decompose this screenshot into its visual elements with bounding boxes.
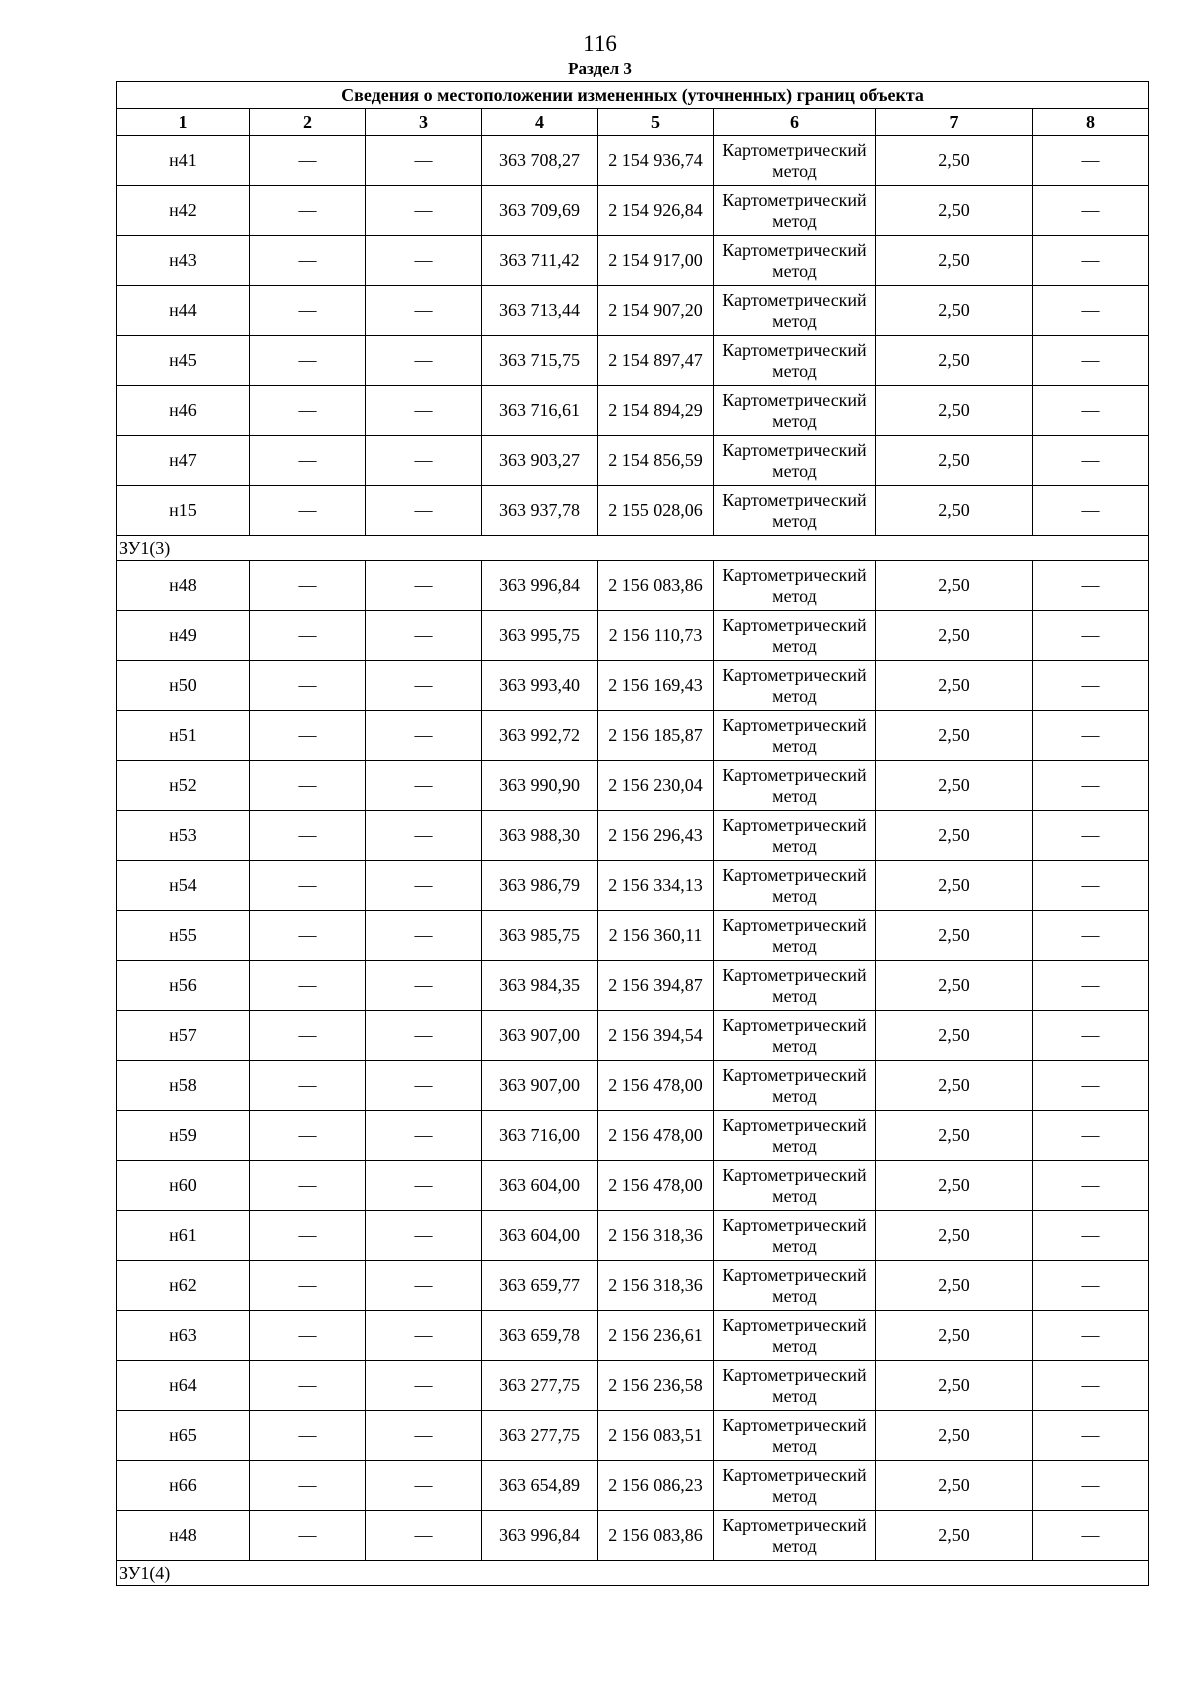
group-label-row bbox=[117, 1561, 1149, 1586]
column-header: 6 bbox=[714, 109, 876, 136]
coordinate-y: 2 156 478,00 bbox=[598, 1161, 714, 1211]
coordinate-y: 2 156 318,36 bbox=[598, 1261, 714, 1311]
method-description: Картометрический метод bbox=[714, 1361, 876, 1411]
accuracy-value: 2,50 bbox=[876, 1261, 1033, 1311]
point-name: н66 bbox=[117, 1461, 250, 1511]
column-2-value: — bbox=[250, 136, 366, 186]
coordinate-x: 363 984,35 bbox=[482, 961, 598, 1011]
column-3-value: — bbox=[366, 236, 482, 286]
group-label-row bbox=[117, 536, 1149, 561]
column-3-value: — bbox=[366, 761, 482, 811]
column-3-value: — bbox=[366, 1011, 482, 1061]
column-3-value: — bbox=[366, 1261, 482, 1311]
method-description: Картометрический метод bbox=[714, 961, 876, 1011]
column-3-value: — bbox=[366, 1061, 482, 1111]
column-header: 8 bbox=[1033, 109, 1149, 136]
point-name: н51 bbox=[117, 711, 250, 761]
group-label: ЗУ1(3) bbox=[117, 536, 1149, 561]
table-row bbox=[117, 961, 1149, 1011]
accuracy-value: 2,50 bbox=[876, 1511, 1033, 1561]
column-8-value: — bbox=[1033, 136, 1149, 186]
column-3-value: — bbox=[366, 136, 482, 186]
accuracy-value: 2,50 bbox=[876, 561, 1033, 611]
point-name: н61 bbox=[117, 1211, 250, 1261]
table-row bbox=[117, 811, 1149, 861]
column-3-value: — bbox=[366, 436, 482, 486]
table-row bbox=[117, 711, 1149, 761]
column-8-value: — bbox=[1033, 186, 1149, 236]
method-description: Картометрический метод bbox=[714, 186, 876, 236]
column-8-value: — bbox=[1033, 961, 1149, 1011]
coordinate-y: 2 156 169,43 bbox=[598, 661, 714, 711]
point-name: н56 bbox=[117, 961, 250, 1011]
table-row bbox=[117, 1111, 1149, 1161]
column-2-value: — bbox=[250, 1011, 366, 1061]
table-row bbox=[117, 911, 1149, 961]
point-name: н65 bbox=[117, 1411, 250, 1461]
column-2-value: — bbox=[250, 1461, 366, 1511]
column-2-value: — bbox=[250, 286, 366, 336]
table-row bbox=[117, 611, 1149, 661]
point-name: н58 bbox=[117, 1061, 250, 1111]
column-8-value: — bbox=[1033, 1461, 1149, 1511]
coordinate-x: 363 604,00 bbox=[482, 1161, 598, 1211]
method-description: Картометрический метод bbox=[714, 1011, 876, 1061]
column-2-value: — bbox=[250, 1211, 366, 1261]
column-3-value: — bbox=[366, 1111, 482, 1161]
accuracy-value: 2,50 bbox=[876, 811, 1033, 861]
coordinate-y: 2 156 083,86 bbox=[598, 561, 714, 611]
column-2-value: — bbox=[250, 336, 366, 386]
page-number: 116 bbox=[583, 31, 617, 56]
column-header: 7 bbox=[876, 109, 1033, 136]
accuracy-value: 2,50 bbox=[876, 186, 1033, 236]
coordinate-x: 363 937,78 bbox=[482, 486, 598, 536]
coordinate-y: 2 154 936,74 bbox=[598, 136, 714, 186]
point-name: н48 bbox=[117, 1511, 250, 1561]
column-8-value: — bbox=[1033, 711, 1149, 761]
column-2-value: — bbox=[250, 236, 366, 286]
coordinate-x: 363 277,75 bbox=[482, 1361, 598, 1411]
method-description: Картометрический метод bbox=[714, 861, 876, 911]
accuracy-value: 2,50 bbox=[876, 611, 1033, 661]
column-3-value: — bbox=[366, 711, 482, 761]
point-name: н45 bbox=[117, 336, 250, 386]
point-name: н52 bbox=[117, 761, 250, 811]
column-2-value: — bbox=[250, 1061, 366, 1111]
column-3-value: — bbox=[366, 911, 482, 961]
accuracy-value: 2,50 bbox=[876, 861, 1033, 911]
table-row bbox=[117, 1511, 1149, 1561]
method-description: Картометрический метод bbox=[714, 136, 876, 186]
method-description: Картометрический метод bbox=[714, 911, 876, 961]
table-row bbox=[117, 1011, 1149, 1061]
coordinate-y: 2 156 110,73 bbox=[598, 611, 714, 661]
coordinate-y: 2 156 083,51 bbox=[598, 1411, 714, 1461]
method-description: Картометрический метод bbox=[714, 1211, 876, 1261]
point-name: н53 bbox=[117, 811, 250, 861]
coordinate-x: 363 277,75 bbox=[482, 1411, 598, 1461]
column-8-value: — bbox=[1033, 1011, 1149, 1061]
column-2-value: — bbox=[250, 486, 366, 536]
method-description: Картометрический метод bbox=[714, 1411, 876, 1461]
column-2-value: — bbox=[250, 1161, 366, 1211]
column-header: 3 bbox=[366, 109, 482, 136]
column-8-value: — bbox=[1033, 861, 1149, 911]
table-row bbox=[117, 1311, 1149, 1361]
point-name: н60 bbox=[117, 1161, 250, 1211]
column-8-value: — bbox=[1033, 336, 1149, 386]
coordinate-x: 363 903,27 bbox=[482, 436, 598, 486]
table-row bbox=[117, 1261, 1149, 1311]
coordinate-x: 363 713,44 bbox=[482, 286, 598, 336]
column-8-value: — bbox=[1033, 911, 1149, 961]
coordinate-y: 2 156 083,86 bbox=[598, 1511, 714, 1561]
column-8-value: — bbox=[1033, 486, 1149, 536]
coordinate-x: 363 995,75 bbox=[482, 611, 598, 661]
accuracy-value: 2,50 bbox=[876, 136, 1033, 186]
point-name: н41 bbox=[117, 136, 250, 186]
point-name: н49 bbox=[117, 611, 250, 661]
method-description: Картометрический метод bbox=[714, 761, 876, 811]
method-description: Картометрический метод bbox=[714, 1311, 876, 1361]
coordinate-x: 363 716,61 bbox=[482, 386, 598, 436]
point-name: н59 bbox=[117, 1111, 250, 1161]
column-3-value: — bbox=[366, 561, 482, 611]
column-3-value: — bbox=[366, 486, 482, 536]
coordinate-x: 363 654,89 bbox=[482, 1461, 598, 1511]
coordinate-x: 363 988,30 bbox=[482, 811, 598, 861]
column-2-value: — bbox=[250, 561, 366, 611]
column-3-value: — bbox=[366, 1411, 482, 1461]
table-row bbox=[117, 661, 1149, 711]
coordinate-x: 363 659,78 bbox=[482, 1311, 598, 1361]
column-3-value: — bbox=[366, 336, 482, 386]
column-3-value: — bbox=[366, 1461, 482, 1511]
coordinate-y: 2 156 236,61 bbox=[598, 1311, 714, 1361]
point-name: н63 bbox=[117, 1311, 250, 1361]
table-row bbox=[117, 1061, 1149, 1111]
table-row bbox=[117, 486, 1149, 536]
column-8-value: — bbox=[1033, 1361, 1149, 1411]
column-3-value: — bbox=[366, 386, 482, 436]
column-2-value: — bbox=[250, 611, 366, 661]
coordinate-x: 363 990,90 bbox=[482, 761, 598, 811]
column-2-value: — bbox=[250, 1411, 366, 1461]
method-description: Картометрический метод bbox=[714, 1511, 876, 1561]
coordinate-x: 363 996,84 bbox=[482, 561, 598, 611]
table-row bbox=[117, 861, 1149, 911]
table-row bbox=[117, 761, 1149, 811]
column-8-value: — bbox=[1033, 1511, 1149, 1561]
method-description: Картометрический метод bbox=[714, 1261, 876, 1311]
table-caption-row bbox=[117, 82, 1149, 109]
column-8-value: — bbox=[1033, 386, 1149, 436]
table-row bbox=[117, 1211, 1149, 1261]
table-row bbox=[117, 1361, 1149, 1411]
point-name: н54 bbox=[117, 861, 250, 911]
method-description: Картометрический метод bbox=[714, 236, 876, 286]
coordinate-y: 2 154 926,84 bbox=[598, 186, 714, 236]
column-3-value: — bbox=[366, 961, 482, 1011]
coordinate-y: 2 156 230,04 bbox=[598, 761, 714, 811]
column-8-value: — bbox=[1033, 1411, 1149, 1461]
table-row bbox=[117, 1411, 1149, 1461]
column-header: 2 bbox=[250, 109, 366, 136]
column-2-value: — bbox=[250, 961, 366, 1011]
table-row bbox=[117, 286, 1149, 336]
column-2-value: — bbox=[250, 711, 366, 761]
column-3-value: — bbox=[366, 1161, 482, 1211]
column-2-value: — bbox=[250, 1261, 366, 1311]
coordinate-y: 2 156 318,36 bbox=[598, 1211, 714, 1261]
point-name: н46 bbox=[117, 386, 250, 436]
method-description: Картометрический метод bbox=[714, 561, 876, 611]
column-3-value: — bbox=[366, 1511, 482, 1561]
column-3-value: — bbox=[366, 811, 482, 861]
column-header: 1 bbox=[117, 109, 250, 136]
coordinate-y: 2 156 394,87 bbox=[598, 961, 714, 1011]
column-2-value: — bbox=[250, 1111, 366, 1161]
accuracy-value: 2,50 bbox=[876, 911, 1033, 961]
accuracy-value: 2,50 bbox=[876, 1411, 1033, 1461]
column-3-value: — bbox=[366, 861, 482, 911]
method-description: Картометрический метод bbox=[714, 1061, 876, 1111]
table-row bbox=[117, 236, 1149, 286]
column-8-value: — bbox=[1033, 661, 1149, 711]
accuracy-value: 2,50 bbox=[876, 1061, 1033, 1111]
coordinate-x: 363 716,00 bbox=[482, 1111, 598, 1161]
coordinate-x: 363 993,40 bbox=[482, 661, 598, 711]
point-name: н57 bbox=[117, 1011, 250, 1061]
column-2-value: — bbox=[250, 911, 366, 961]
table-caption: Сведения о местоположении измененных (уточненных) границ объекта bbox=[117, 82, 1149, 109]
coordinate-y: 2 156 236,58 bbox=[598, 1361, 714, 1411]
method-description: Картометрический метод bbox=[714, 711, 876, 761]
group-label: ЗУ1(4) bbox=[117, 1561, 1149, 1586]
accuracy-value: 2,50 bbox=[876, 761, 1033, 811]
column-8-value: — bbox=[1033, 811, 1149, 861]
column-2-value: — bbox=[250, 811, 366, 861]
column-8-value: — bbox=[1033, 1311, 1149, 1361]
table-row bbox=[117, 1461, 1149, 1511]
coordinate-y: 2 154 917,00 bbox=[598, 236, 714, 286]
coordinate-x: 363 604,00 bbox=[482, 1211, 598, 1261]
column-header: 5 bbox=[598, 109, 714, 136]
point-name: н47 bbox=[117, 436, 250, 486]
accuracy-value: 2,50 bbox=[876, 1461, 1033, 1511]
column-2-value: — bbox=[250, 186, 366, 236]
point-name: н48 bbox=[117, 561, 250, 611]
table-row bbox=[117, 386, 1149, 436]
accuracy-value: 2,50 bbox=[876, 386, 1033, 436]
method-description: Картометрический метод bbox=[714, 1461, 876, 1511]
method-description: Картометрический метод bbox=[714, 336, 876, 386]
coordinate-x: 363 986,79 bbox=[482, 861, 598, 911]
column-2-value: — bbox=[250, 436, 366, 486]
column-8-value: — bbox=[1033, 286, 1149, 336]
accuracy-value: 2,50 bbox=[876, 1011, 1033, 1061]
method-description: Картометрический метод bbox=[714, 811, 876, 861]
column-8-value: — bbox=[1033, 436, 1149, 486]
column-8-value: — bbox=[1033, 1211, 1149, 1261]
coordinate-y: 2 154 897,47 bbox=[598, 336, 714, 386]
table-row bbox=[117, 1161, 1149, 1211]
accuracy-value: 2,50 bbox=[876, 1311, 1033, 1361]
coordinate-x: 363 907,00 bbox=[482, 1061, 598, 1111]
method-description: Картометрический метод bbox=[714, 1111, 876, 1161]
column-3-value: — bbox=[366, 661, 482, 711]
method-description: Картометрический метод bbox=[714, 1161, 876, 1211]
column-8-value: — bbox=[1033, 561, 1149, 611]
coordinate-y: 2 156 334,13 bbox=[598, 861, 714, 911]
coordinate-y: 2 156 360,11 bbox=[598, 911, 714, 961]
coordinate-x: 363 996,84 bbox=[482, 1511, 598, 1561]
column-8-value: — bbox=[1033, 611, 1149, 661]
table-row bbox=[117, 136, 1149, 186]
coordinate-y: 2 154 856,59 bbox=[598, 436, 714, 486]
accuracy-value: 2,50 bbox=[876, 1161, 1033, 1211]
method-description: Картометрический метод bbox=[714, 386, 876, 436]
coordinate-y: 2 154 907,20 bbox=[598, 286, 714, 336]
accuracy-value: 2,50 bbox=[876, 1361, 1033, 1411]
column-2-value: — bbox=[250, 1511, 366, 1561]
coordinate-x: 363 659,77 bbox=[482, 1261, 598, 1311]
column-3-value: — bbox=[366, 611, 482, 661]
accuracy-value: 2,50 bbox=[876, 661, 1033, 711]
section-title: Раздел 3 bbox=[568, 59, 632, 78]
column-3-value: — bbox=[366, 1311, 482, 1361]
coordinate-x: 363 907,00 bbox=[482, 1011, 598, 1061]
point-name: н15 bbox=[117, 486, 250, 536]
method-description: Картометрический метод bbox=[714, 661, 876, 711]
coordinate-y: 2 156 296,43 bbox=[598, 811, 714, 861]
boundary-coordinates-table bbox=[116, 81, 1149, 1586]
coordinate-y: 2 154 894,29 bbox=[598, 386, 714, 436]
method-description: Картометрический метод bbox=[714, 486, 876, 536]
table-row bbox=[117, 561, 1149, 611]
point-name: н62 bbox=[117, 1261, 250, 1311]
accuracy-value: 2,50 bbox=[876, 336, 1033, 386]
coordinate-y: 2 156 478,00 bbox=[598, 1061, 714, 1111]
accuracy-value: 2,50 bbox=[876, 711, 1033, 761]
point-name: н55 bbox=[117, 911, 250, 961]
column-3-value: — bbox=[366, 286, 482, 336]
column-2-value: — bbox=[250, 386, 366, 436]
coordinate-x: 363 708,27 bbox=[482, 136, 598, 186]
column-2-value: — bbox=[250, 761, 366, 811]
method-description: Картометрический метод bbox=[714, 436, 876, 486]
coordinate-y: 2 155 028,06 bbox=[598, 486, 714, 536]
column-8-value: — bbox=[1033, 1161, 1149, 1211]
column-3-value: — bbox=[366, 1211, 482, 1261]
coordinate-y: 2 156 478,00 bbox=[598, 1111, 714, 1161]
column-header-row bbox=[117, 109, 1149, 136]
coordinate-x: 363 711,42 bbox=[482, 236, 598, 286]
point-name: н44 bbox=[117, 286, 250, 336]
column-8-value: — bbox=[1033, 236, 1149, 286]
table-row bbox=[117, 336, 1149, 386]
accuracy-value: 2,50 bbox=[876, 286, 1033, 336]
column-8-value: — bbox=[1033, 1061, 1149, 1111]
coordinate-x: 363 709,69 bbox=[482, 186, 598, 236]
point-name: н42 bbox=[117, 186, 250, 236]
table-row bbox=[117, 436, 1149, 486]
accuracy-value: 2,50 bbox=[876, 436, 1033, 486]
column-2-value: — bbox=[250, 661, 366, 711]
method-description: Картометрический метод bbox=[714, 611, 876, 661]
column-8-value: — bbox=[1033, 761, 1149, 811]
coordinate-x: 363 985,75 bbox=[482, 911, 598, 961]
accuracy-value: 2,50 bbox=[876, 961, 1033, 1011]
column-3-value: — bbox=[366, 1361, 482, 1411]
coordinate-y: 2 156 185,87 bbox=[598, 711, 714, 761]
method-description: Картометрический метод bbox=[714, 286, 876, 336]
coordinate-y: 2 156 394,54 bbox=[598, 1011, 714, 1061]
coordinate-y: 2 156 086,23 bbox=[598, 1461, 714, 1511]
column-2-value: — bbox=[250, 861, 366, 911]
column-3-value: — bbox=[366, 186, 482, 236]
column-8-value: — bbox=[1033, 1261, 1149, 1311]
accuracy-value: 2,50 bbox=[876, 1111, 1033, 1161]
accuracy-value: 2,50 bbox=[876, 486, 1033, 536]
table-row bbox=[117, 186, 1149, 236]
accuracy-value: 2,50 bbox=[876, 1211, 1033, 1261]
point-name: н64 bbox=[117, 1361, 250, 1411]
column-2-value: — bbox=[250, 1361, 366, 1411]
accuracy-value: 2,50 bbox=[876, 236, 1033, 286]
column-2-value: — bbox=[250, 1311, 366, 1361]
point-name: н43 bbox=[117, 236, 250, 286]
coordinate-x: 363 715,75 bbox=[482, 336, 598, 386]
column-header: 4 bbox=[482, 109, 598, 136]
point-name: н50 bbox=[117, 661, 250, 711]
coordinate-x: 363 992,72 bbox=[482, 711, 598, 761]
column-8-value: — bbox=[1033, 1111, 1149, 1161]
